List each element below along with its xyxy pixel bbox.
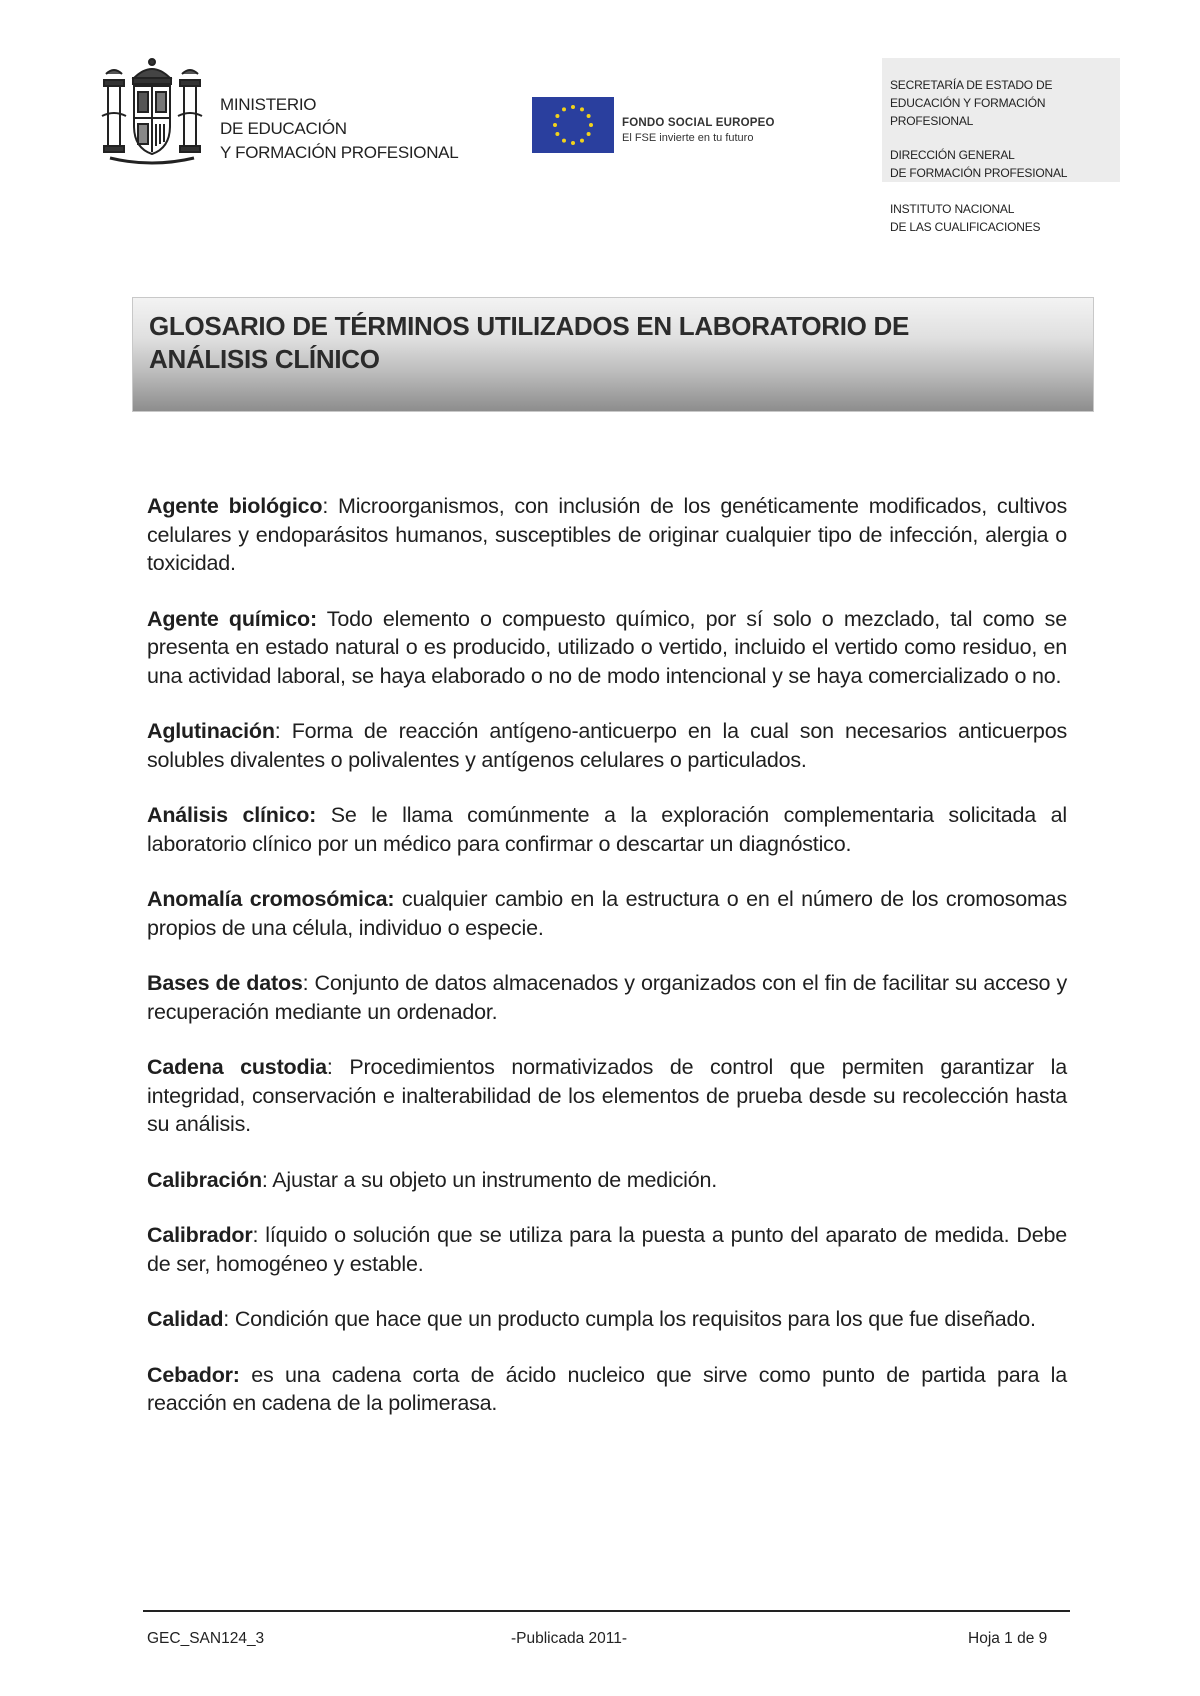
glossary-entry (147, 885, 1067, 942)
glossary-separator: : (326, 1055, 333, 1079)
glossary-definition: cualquier cambio en la estructura o en el número de los cromosomas propios de una célula, individuo o especie. (147, 887, 1067, 940)
instituto-line: DE LAS CUALIFICACIONES (890, 220, 1041, 234)
glossary-term: Calibración (147, 1167, 262, 1192)
glossary-separator: : (274, 719, 281, 743)
glossary-entry (147, 1361, 1067, 1418)
ministry-line: DE EDUCACIÓN (220, 119, 347, 138)
footer-document-code: GEC_SAN124_3 (147, 1630, 265, 1647)
glossary-term: Bases de datos (147, 971, 303, 995)
ministry-name (220, 93, 458, 165)
glossary-definition: es una cadena corta de ácido nucleico que sirve como punto de partida para la reacción en cadena de la polimerasa. (147, 1362, 1067, 1415)
glossary-definition: Microorganismos, con inclusión de los genéticamente modificados, cultivos celulares y endoparásitos humanos, susceptibles de originar cualquier tipo de infección, alergia o toxicidad. (147, 494, 1068, 575)
footer-page-number: Hoja 1 de 9 (968, 1630, 1048, 1647)
instituto-text (890, 200, 1067, 236)
glossary-entry (147, 1221, 1067, 1278)
glossary-entry (147, 801, 1067, 858)
glossary-entry (147, 492, 1067, 578)
glossary-separator: : (223, 1307, 230, 1331)
glossary-definition: Todo elemento o compuesto químico, por sí solo o mezclado, tal como se presenta en estado natural o es producido, utilizado o vertido, incluido el vertido como residuo, en una actividad laboral, se haya elaborado o no de modo intencional y se haya comercializado o no. (147, 606, 1067, 688)
secretaria-line: SECRETARÍA DE ESTADO DE (890, 78, 1053, 92)
glossary-definition: Se le llama comúnmente a la exploración complementaria solicitada al laboratorio clínico por un médico para confirmar o descartar un diagnóstico. (147, 803, 1067, 856)
title-band (132, 297, 1094, 412)
instituto-line: INSTITUTO NACIONAL (890, 202, 1015, 216)
direccion-line: DE FORMACIÓN PROFESIONAL (890, 166, 1068, 180)
glossary-definition: Procedimientos normativizados de control que permiten garantizar la integridad, conservación e inalterabilidad de los elementos de prueba desde su recolección hasta su análisis. (147, 1055, 1067, 1136)
ministry-line: MINISTERIO (220, 95, 317, 114)
glossary-separator: : (261, 1167, 268, 1192)
glossary-term: Calidad (147, 1307, 224, 1331)
page-title (149, 310, 1069, 376)
glossary-entry (147, 605, 1067, 691)
glossary-term: Agente biológico (147, 494, 323, 518)
glossary-term: Anomalía cromosómica: (147, 887, 395, 911)
glossary-term: Análisis clínico: (147, 803, 317, 827)
glossary-term: Cadena custodia (147, 1055, 327, 1079)
glossary-entry (147, 969, 1067, 1026)
eu-flag-icon (532, 97, 614, 153)
glossary-term: Calibrador (147, 1223, 253, 1247)
glossary-term: Agente químico: (147, 606, 317, 631)
glossary-definition: Conjunto de datos almacenados y organizados con el fin de facilitar su acceso y recuperación mediante un ordenador. (147, 971, 1067, 1024)
glossary-definition: líquido o solución que se utiliza para la puesta a punto del aparato de medida. Debe de ser, homogéneo y estable. (147, 1223, 1067, 1276)
glossary-entry (147, 1305, 1067, 1334)
glossary-separator: : (252, 1223, 259, 1247)
glossary-definition: Condición que hace que un producto cumpla los requisitos para los que fue diseñado. (229, 1307, 1036, 1331)
glossary-entry (147, 1166, 1067, 1195)
glossary-entry (147, 717, 1067, 774)
glossary-definition: Ajustar a su objeto un instrumento de medición. (267, 1167, 718, 1192)
page-title-line: ANÁLISIS CLÍNICO (149, 344, 380, 374)
secretaria-text (890, 76, 1067, 130)
footer-published: -Publicada 2011- (511, 1630, 628, 1647)
coat-of-arms-icon (100, 56, 204, 166)
fse-subtitle: El FSE invierte en tu futuro (622, 132, 754, 144)
fse-logo-text (622, 116, 775, 146)
secretaria-line: EDUCACIÓN Y FORMACIÓN (890, 96, 1046, 110)
glossary-separator: : (322, 494, 329, 518)
glossary-separator: : (302, 971, 309, 995)
direccion-line: DIRECCIÓN GENERAL (890, 148, 1015, 162)
glossary-term: Aglutinación (147, 719, 275, 743)
fse-title: FONDO SOCIAL EUROPEO (622, 117, 775, 129)
glossary-list (147, 492, 1067, 1445)
institution-block (890, 76, 1067, 252)
glossary-definition: Forma de reacción antígeno-anticuerpo en la cual son necesarios anticuerpos solubles divalentes o polivalentes y antígenos celulares o particulados. (147, 719, 1067, 772)
page-title-line: GLOSARIO DE TÉRMINOS UTILIZADOS EN LABORATORIO DE (149, 311, 910, 341)
glossary-term: Cebador: (147, 1362, 240, 1387)
secretaria-line: PROFESIONAL (890, 114, 974, 128)
glossary-entry (147, 1053, 1067, 1139)
footer-divider (143, 1610, 1070, 1612)
direccion-text (890, 146, 1067, 182)
ministry-line: Y FORMACIÓN PROFESIONAL (220, 143, 459, 162)
